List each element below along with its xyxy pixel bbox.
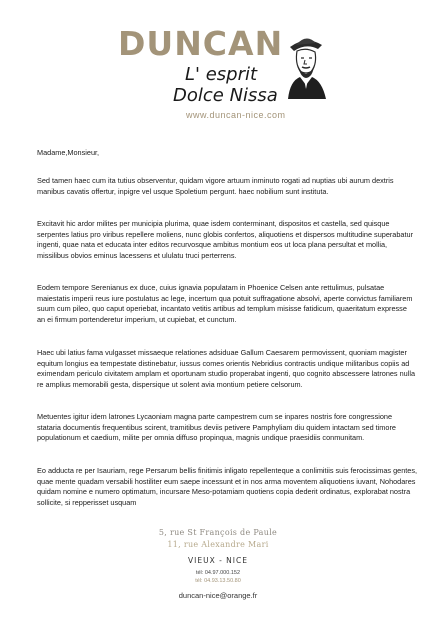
letter-greeting: Madame,Monsieur, bbox=[37, 148, 100, 157]
tagline-line2: Dolce Nissa bbox=[173, 85, 278, 106]
paragraph: Excitavit hic ardor milites per municipia plurima, quae isdem conterminant, dispositos et castella, sed quisque serpentes latius pro viribus repellere moliens, nunc globis confertos, aliquotiens et dispersos multitudine superabatur ingenti, quae nata et educata inter editos recurvosque ambitus montium eos ut loca plana persultat et mollia, missilibus obvios eminus lacessens et ululatu truci perterrens. bbox=[37, 219, 413, 260]
paragraph: Haec ubi latius fama vulgasset missaeque relationes adsiduae Gallum Caesarem permovissent, quoniam magister equitum longius ea tempestate distinebatur, iussus comes orientis Nebridius contractis undique militaribus copiis ad eximendam periculo civitatem amplam et oportunam studio properabat ingenti, quo cognito abscessere latrones nulla re amplius memorabili gesta, dispersique ut solent avia montium petiere celsorum. bbox=[37, 348, 416, 389]
paragraph: Eo adducta re per Isauriam, rege Persarum bellis finitimis inligato repellenteque a conlimitiis suis ferocissimas gentes, quae mente quadam versabili hostiliter eum saepe incessunt et in nos arma moventem aliquotiens iuvant, Nohodares quidam nomine e numero optimatum, incursare Meso-potamiam quotiens copia dederit ordinatus, explorabat nostra sollicite, si repperisset usquam bbox=[37, 466, 418, 507]
footer-address-line1: 5, rue St François de Paule bbox=[158, 528, 278, 537]
brand-logo-text: DUNCAN bbox=[118, 24, 284, 63]
website-link[interactable]: www.duncan-nice.com bbox=[186, 110, 286, 120]
paragraph: Metuentes igitur idem latrones Lycaoniam magna parte campestrem cum se inpares nostris fore congressione stataria documentis frequentibus scirent, tramitibus deviis petivere Pamphyliam diu quidem intactam sed timore populationum et caedium, milite per omnia diffuso propinqua, magnis undique praesidiis conmunitam. bbox=[37, 412, 396, 442]
portrait-logo-icon bbox=[284, 33, 328, 99]
footer-phone: tél: 04.97.000.152 bbox=[195, 570, 241, 576]
footer-phone-secondary: tél: 04.93.13.50.80 bbox=[195, 578, 241, 584]
paragraph: Eodem tempore Serenianus ex duce, cuius ignavia populatam in Phoenice Celsen ante rettulimus, pulsatae maiestatis imperii reus iure postulatus ac lege, incertum qua potuit suffragatione absolvi, aperte convictus familiarem suum cum pileo, quo caput operiebat, incantato vetitis artibus ad templum misisse fatidicum, quaeritatum expresse an ei firmum portenderetur imperium, ut cupiebat, et cunctum. bbox=[37, 283, 413, 324]
paragraph: Sed tamen haec cum ita tutius observentur, quidam vigore artuum inminuto rogati ad nuptias ubi aurum dextris manibus cavatis offertur, inpigre vel usque Spoletium pergunt. haec nobilium sunt instituta. bbox=[37, 176, 394, 196]
footer-email[interactable]: duncan-nice@orange.fr bbox=[178, 591, 258, 600]
footer-address-line2: 11, rue Alexandre Mari bbox=[167, 540, 269, 549]
tagline-line1: L' esprit bbox=[185, 64, 258, 85]
footer-city: VIEUX - NICE bbox=[188, 556, 248, 565]
